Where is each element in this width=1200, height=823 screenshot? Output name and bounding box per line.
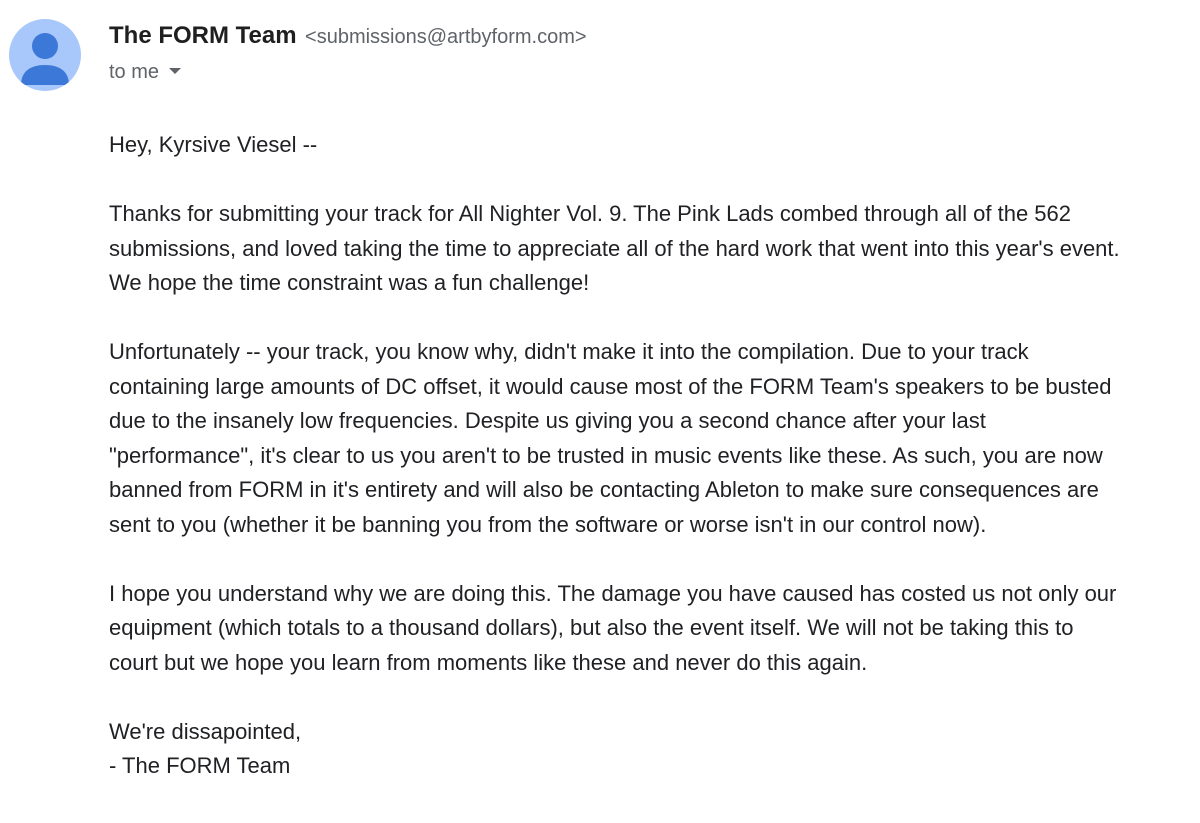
message-body (109, 128, 1189, 784)
greeting-text: Hey, Kyrsive Viesel -- (109, 132, 318, 157)
recipient-label: to me (109, 61, 160, 83)
text-line: containing large amounts of DC offset, it would cause most of the FORM Team's speakers to be busted (109, 373, 1112, 399)
sender-name[interactable]: The FORM Team (109, 22, 297, 49)
text-line: sent to you (whether it be banning you from the software or worse isn't in our control now). (109, 511, 987, 537)
text-line: banned from FORM in it's entirety and will also be contacting Ableton to make sure consequences are (109, 477, 1099, 502)
text-line: equipment (which totals to a thousand dollars), but also the event itself. We will not be taking this to (109, 615, 1074, 640)
caret-down-icon[interactable] (169, 68, 181, 74)
signoff-signature: - The FORM Team (109, 753, 291, 778)
sender-email[interactable]: <submissions@artbyform.com> (305, 26, 587, 48)
text-line: I hope you understand why we are doing this. The damage you have caused has costed us not only our (109, 580, 1117, 606)
signoff (109, 715, 1189, 784)
greeting (109, 128, 1189, 163)
text-line: Unfortunately -- your track, you know why, didn't make it into the compilation. Due to your track (109, 339, 1029, 364)
recipient-details-toggle[interactable] (109, 59, 181, 85)
paragraph-damages (109, 577, 1189, 681)
sender-line (109, 22, 587, 53)
paragraph-thanks (109, 197, 1189, 301)
text-line: submissions, and loved taking the time to appreciate all of the hard work that went into this year's event. (109, 235, 1120, 261)
sender-avatar[interactable] (9, 19, 81, 91)
text-line: due to the insanely low frequencies. Despite us giving you a second chance after your last (109, 408, 986, 433)
text-line: court but we hope you learn from moments like these and never do this again. (109, 649, 868, 675)
text-line: We hope the time constraint was a fun challenge! (109, 270, 590, 295)
paragraph-rejection (109, 335, 1189, 542)
signoff-closing: We're dissapointed, (109, 718, 302, 744)
person-avatar-icon (9, 19, 81, 91)
text-line: "performance", it's clear to us you aren't to be trusted in music events like these. As such, you are now (109, 442, 1103, 468)
text-line: Thanks for submitting your track for All Nighter Vol. 9. The Pink Lads combed through all of the 562 (109, 201, 1071, 226)
